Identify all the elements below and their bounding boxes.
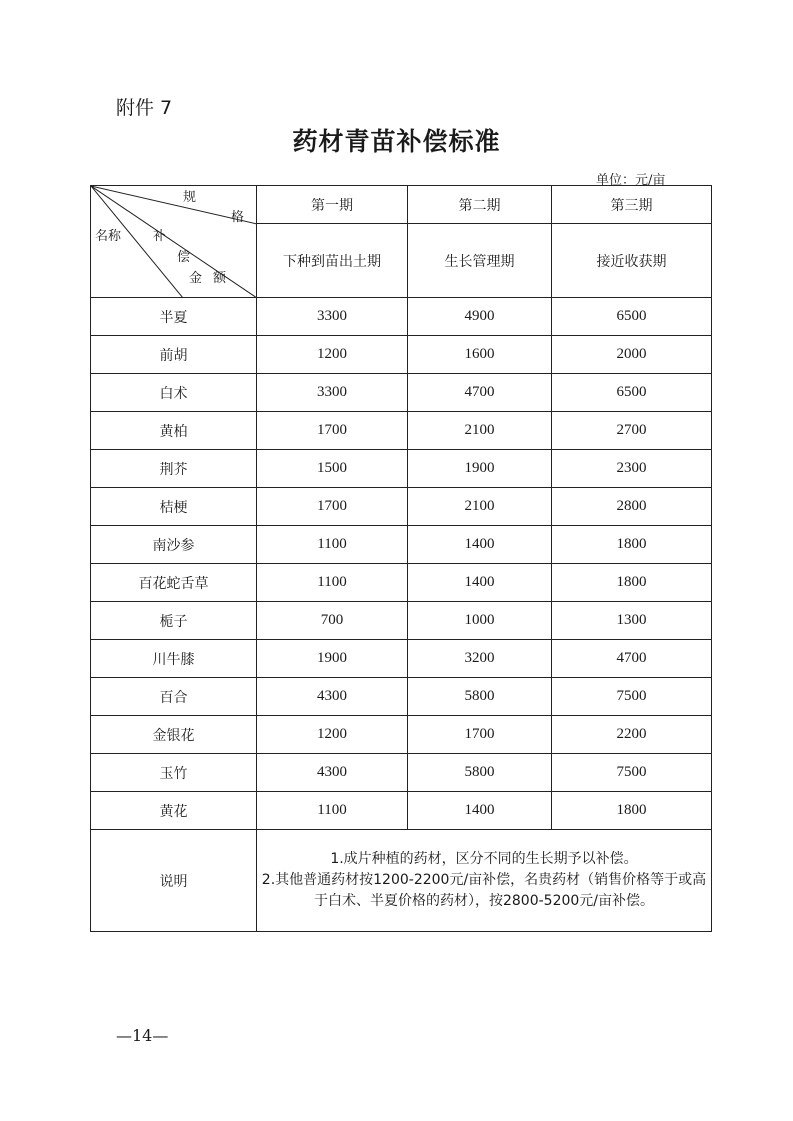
row-name: 黄花 (91, 792, 257, 830)
row-name: 桔梗 (91, 488, 257, 526)
row-value: 1200 (257, 716, 408, 754)
diagonal-header-cell (91, 186, 257, 298)
row-name: 川牛膝 (91, 640, 257, 678)
row-name: 栀子 (91, 602, 257, 640)
row-value: 1400 (408, 564, 552, 602)
row-value: 1900 (408, 450, 552, 488)
row-value: 3300 (257, 374, 408, 412)
row-value: 1200 (257, 336, 408, 374)
diag-label-ge: 格 (231, 210, 245, 225)
row-name: 前胡 (91, 336, 257, 374)
row-name: 玉竹 (91, 754, 257, 792)
row-value: 1700 (257, 412, 408, 450)
row-value: 4700 (408, 374, 552, 412)
row-value: 2200 (552, 716, 712, 754)
note-line-2: 2.其他普通药材按1200-2200元/亩补偿，名贵药材（销售价格等于或高于白术、半夏价格的药材），按2800-5200元/亩补偿。 (261, 872, 707, 909)
row-name: 金银花 (91, 716, 257, 754)
period-header: 第三期 (552, 186, 712, 224)
row-value: 1800 (552, 564, 712, 602)
diag-label-gui: 规 (183, 190, 197, 205)
row-name: 半夏 (91, 298, 257, 336)
row-value: 2100 (408, 412, 552, 450)
unit-note: 单位：元/亩 (596, 173, 666, 188)
row-name: 南沙参 (91, 526, 257, 564)
row-name: 百花蛇舌草 (91, 564, 257, 602)
diag-label-jin: 金 (189, 271, 203, 286)
row-value: 5800 (408, 678, 552, 716)
row-value: 3200 (408, 640, 552, 678)
row-value: 1700 (408, 716, 552, 754)
row-value: 1000 (408, 602, 552, 640)
row-value: 4300 (257, 678, 408, 716)
stage-header: 生长管理期 (408, 224, 552, 298)
notes-content (257, 830, 712, 932)
diag-label-mingcheng: 名称 (95, 229, 122, 244)
diag-label-e: 额 (213, 271, 227, 286)
row-value: 4700 (552, 640, 712, 678)
row-value: 1700 (257, 488, 408, 526)
row-value: 1100 (257, 564, 408, 602)
row-value: 4300 (257, 754, 408, 792)
row-value: 1900 (257, 640, 408, 678)
row-value: 1300 (552, 602, 712, 640)
row-name: 白术 (91, 374, 257, 412)
page-number: —14— (116, 1026, 169, 1045)
row-name: 荆芥 (91, 450, 257, 488)
row-value: 2300 (552, 450, 712, 488)
compensation-table (90, 185, 712, 932)
diag-label-chang: 偿 (177, 250, 191, 265)
row-value: 2100 (408, 488, 552, 526)
row-value: 2000 (552, 336, 712, 374)
row-value: 6500 (552, 298, 712, 336)
row-name: 黄柏 (91, 412, 257, 450)
period-header: 第二期 (408, 186, 552, 224)
row-value: 2800 (552, 488, 712, 526)
stage-header: 接近收获期 (552, 224, 712, 298)
row-value: 2700 (552, 412, 712, 450)
period-header: 第一期 (257, 186, 408, 224)
row-value: 6500 (552, 374, 712, 412)
row-value: 4900 (408, 298, 552, 336)
diag-label-bu: 补 (153, 229, 167, 244)
row-value: 1800 (552, 526, 712, 564)
page-title: 药材青苗补偿标准 (292, 127, 501, 156)
row-value: 5800 (408, 754, 552, 792)
note-line-1: 1.成片种植的药材，区分不同的生长期予以补偿。 (330, 851, 638, 867)
notes-label: 说明 (91, 830, 257, 932)
row-value: 7500 (552, 754, 712, 792)
row-name: 百合 (91, 678, 257, 716)
row-value: 1100 (257, 792, 408, 830)
stage-header: 下种到苗出土期 (257, 224, 408, 298)
row-value: 1500 (257, 450, 408, 488)
row-value: 3300 (257, 298, 408, 336)
row-value: 1100 (257, 526, 408, 564)
attachment-label: 附件 7 (116, 97, 173, 119)
row-value: 1800 (552, 792, 712, 830)
row-value: 1600 (408, 336, 552, 374)
row-value: 1400 (408, 526, 552, 564)
row-value: 1400 (408, 792, 552, 830)
row-value: 700 (257, 602, 408, 640)
row-value: 7500 (552, 678, 712, 716)
